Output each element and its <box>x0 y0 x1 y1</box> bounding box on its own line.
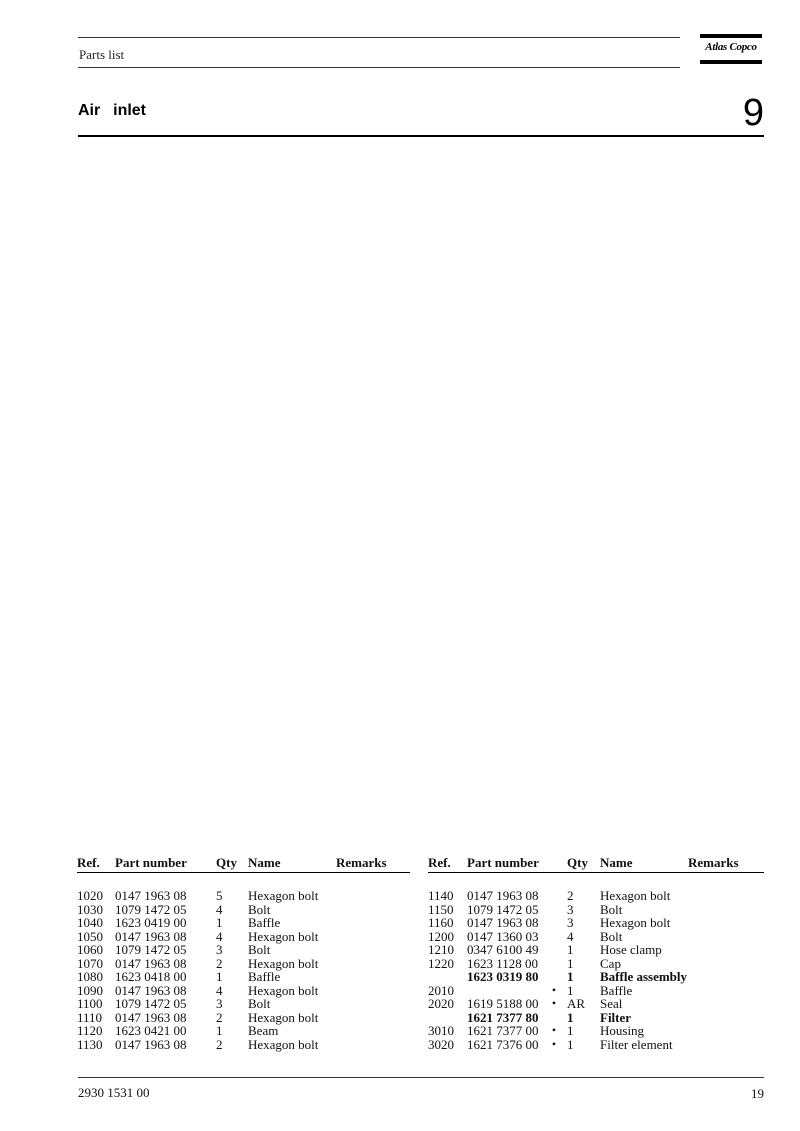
cell-name: Bolt <box>600 928 623 944</box>
cell-name: Hose clamp <box>600 942 662 957</box>
cell-name: Bolt <box>248 942 271 957</box>
cell-name: Bolt <box>248 901 271 917</box>
cell-qty: 2 <box>216 955 223 971</box>
table-row <box>428 903 764 917</box>
cell-remarks <box>336 957 410 971</box>
cell-remarks <box>336 984 410 998</box>
header-top-rule <box>78 37 680 38</box>
table-row <box>428 984 764 998</box>
cell-dot <box>541 970 567 984</box>
cell-name: Hexagon bolt <box>248 928 319 944</box>
cell-ref: 1020 <box>77 888 103 903</box>
cell-dot: • <box>551 1036 557 1051</box>
table-row <box>428 970 764 984</box>
cell-part-number: 0347 6100 49 <box>467 942 539 957</box>
cell-part-number: 0147 1963 08 <box>467 888 539 903</box>
table-row <box>77 916 410 930</box>
cell-ref <box>428 1011 467 1025</box>
header-bottom-rule <box>78 67 680 68</box>
page-title: Air inlet <box>78 102 147 119</box>
cell-qty: 4 <box>216 901 223 917</box>
cell-qty: 4 <box>216 982 223 998</box>
cell-qty: 3 <box>216 996 223 1011</box>
cell-ref: 1220 <box>428 955 454 971</box>
cell-qty: 3 <box>567 901 574 917</box>
cell-name: Bolt <box>600 901 623 917</box>
cell-name: Housing <box>600 1023 645 1038</box>
cell-ref: 3010 <box>428 1023 454 1038</box>
cell-ref: 1080 <box>77 969 103 984</box>
document-number: 2930 1531 00 <box>78 1085 150 1100</box>
cell-qty: 5 <box>216 888 223 903</box>
cell-part-number: 0147 1963 08 <box>115 1036 187 1052</box>
table-row <box>77 943 410 957</box>
cell-part-number: 1623 0319 80 <box>467 969 539 984</box>
cell-qty: 3 <box>567 915 574 930</box>
cell-qty: 1 <box>567 942 574 957</box>
cell-remarks <box>336 889 410 903</box>
cell-part-number <box>467 984 541 998</box>
cell-qty: 4 <box>567 928 574 944</box>
cell-ref: 1060 <box>77 942 103 957</box>
cell-ref: 1150 <box>428 901 454 917</box>
cell-name: Cap <box>600 955 621 971</box>
cell-qty: 1 <box>216 915 223 930</box>
cell-ref: 1030 <box>77 901 103 917</box>
cell-name: Filter <box>600 1009 632 1025</box>
cell-qty: 1 <box>216 969 223 984</box>
chapter-number: 9 <box>742 92 764 134</box>
cell-ref: 1160 <box>428 915 454 930</box>
logo-text: Atlas Copco <box>705 41 757 53</box>
cell-name: Hexagon bolt <box>248 888 319 903</box>
logo-bottom-bar <box>700 60 762 64</box>
cell-ref: 2010 <box>428 982 454 998</box>
cell-ref: 1200 <box>428 928 454 944</box>
cell-part-number: 1621 7377 00 <box>467 1023 539 1038</box>
cell-remarks <box>336 903 410 917</box>
parts-list-right <box>428 873 764 1052</box>
cell-qty: 3 <box>216 942 223 957</box>
cell-qty: 1 <box>567 1023 574 1038</box>
cell-dot <box>541 943 567 957</box>
table-row <box>428 1011 764 1025</box>
cell-remarks <box>336 1024 410 1038</box>
table-row <box>428 1024 764 1038</box>
cell-ref: 2020 <box>428 996 454 1011</box>
cell-dot <box>541 1011 567 1025</box>
col-part-number: Part number <box>115 856 216 873</box>
table-row <box>428 930 764 944</box>
cell-name: Hexagon bolt <box>248 1009 319 1025</box>
col-part-number: Part number <box>467 856 541 873</box>
cell-name: Bolt <box>248 996 271 1011</box>
table-row <box>428 957 764 971</box>
col-ref: Ref. <box>428 856 467 873</box>
cell-name: Baffle <box>600 982 633 998</box>
table-row <box>428 997 764 1011</box>
cell-ref <box>428 970 467 984</box>
cell-remarks <box>688 1024 764 1038</box>
table-row <box>77 997 410 1011</box>
cell-qty: 1 <box>216 1023 223 1038</box>
cell-part-number: 0147 1963 08 <box>115 955 187 971</box>
cell-dot <box>541 889 567 903</box>
cell-remarks <box>688 1038 764 1052</box>
cell-remarks <box>688 889 764 903</box>
cell-part-number: 1079 1472 05 <box>115 901 187 917</box>
cell-part-number: 1623 0419 00 <box>115 915 187 930</box>
cell-part-number: 0147 1963 08 <box>115 1009 187 1025</box>
cell-name: Baffle assembly <box>600 969 688 984</box>
table-row <box>428 889 764 903</box>
cell-ref: 1110 <box>77 1009 103 1025</box>
cell-remarks <box>688 943 764 957</box>
parts-list-left <box>77 873 410 1052</box>
cell-qty: 4 <box>216 928 223 944</box>
cell-part-number: 1623 0418 00 <box>115 969 187 984</box>
cell-qty: 2 <box>216 1036 223 1052</box>
cell-remarks <box>336 943 410 957</box>
cell-name: Hexagon bolt <box>600 915 671 930</box>
cell-remarks <box>336 970 410 984</box>
table-row <box>77 957 410 971</box>
col-qty: Qty <box>567 856 600 873</box>
cell-name: Baffle <box>248 969 281 984</box>
cell-remarks <box>336 1011 410 1025</box>
col-remarks: Remarks <box>336 856 410 873</box>
page-number: 19 <box>751 1086 764 1101</box>
cell-remarks <box>688 984 764 998</box>
cell-part-number: 1619 5188 00 <box>467 996 539 1011</box>
cell-dot: • <box>551 1023 557 1037</box>
table-row <box>428 943 764 957</box>
cell-name: Beam <box>248 1023 279 1038</box>
cell-part-number: 1621 7377 80 <box>467 1009 539 1025</box>
cell-part-number: 0147 1360 03 <box>467 928 539 944</box>
brand-logo <box>700 34 762 68</box>
parts-table-left <box>77 856 410 1051</box>
cell-part-number: 1623 1128 00 <box>467 955 539 971</box>
cell-qty: 1 <box>567 955 574 971</box>
cell-dot: • <box>551 996 557 1010</box>
table-row <box>77 1024 410 1038</box>
table-header-row <box>428 856 764 873</box>
cell-dot <box>541 903 567 917</box>
cell-name: Baffle <box>248 915 281 930</box>
col-remarks: Remarks <box>688 856 764 873</box>
cell-remarks <box>688 970 764 984</box>
cell-name: Hexagon bolt <box>600 888 671 903</box>
cell-part-number: 0147 1963 08 <box>115 888 187 903</box>
cell-name: Hexagon bolt <box>248 1036 319 1052</box>
cell-name: Hexagon bolt <box>248 955 319 971</box>
cell-remarks <box>688 916 764 930</box>
col-qty: Qty <box>216 856 248 873</box>
cell-qty: 2 <box>216 1009 223 1025</box>
table-row <box>77 1038 410 1052</box>
cell-remarks <box>336 1038 410 1052</box>
cell-remarks <box>688 997 764 1011</box>
cell-part-number: 1079 1472 05 <box>467 901 539 917</box>
cell-part-number: 1079 1472 05 <box>115 942 187 957</box>
cell-ref: 1210 <box>428 942 454 957</box>
cell-ref: 1100 <box>77 996 103 1011</box>
table-row <box>428 916 764 930</box>
cell-dot: • <box>551 982 557 997</box>
logo-top-bar <box>700 34 762 38</box>
col-name: Name <box>248 856 336 873</box>
cell-ref: 1120 <box>77 1023 103 1038</box>
cell-ref: 1050 <box>77 928 103 944</box>
table-header-row <box>77 856 410 873</box>
cell-part-number: 1079 1472 05 <box>115 996 187 1011</box>
cell-qty: 1 <box>567 982 574 998</box>
table-row <box>77 984 410 998</box>
cell-part-number: 1621 7376 00 <box>467 1036 539 1052</box>
cell-qty: AR <box>567 996 586 1011</box>
title-rule <box>78 135 764 137</box>
cell-qty: 1 <box>567 1009 574 1025</box>
cell-ref: 1070 <box>77 955 103 971</box>
table-row <box>77 930 410 944</box>
cell-name: Hexagon bolt <box>248 982 319 998</box>
cell-qty: 1 <box>567 1036 574 1052</box>
cell-ref: 1040 <box>77 915 103 930</box>
col-ref: Ref. <box>77 856 115 873</box>
cell-remarks <box>688 957 764 971</box>
cell-remarks <box>688 903 764 917</box>
cell-part-number: 1623 0421 00 <box>115 1023 187 1038</box>
cell-remarks <box>336 997 410 1011</box>
cell-qty: 2 <box>567 888 574 903</box>
cell-dot <box>541 930 567 944</box>
cell-ref: 3020 <box>428 1036 454 1052</box>
cell-remarks <box>688 1011 764 1025</box>
cell-remarks <box>336 916 410 930</box>
cell-name: Filter element <box>600 1036 673 1052</box>
section-label: Parts list <box>79 47 125 62</box>
cell-qty: 1 <box>567 969 574 984</box>
cell-part-number: 0147 1963 08 <box>115 928 187 944</box>
col-marker <box>541 856 567 873</box>
cell-part-number: 0147 1963 08 <box>467 915 539 930</box>
cell-remarks <box>336 930 410 944</box>
col-name: Name <box>600 856 688 873</box>
cell-name: Seal <box>600 996 623 1011</box>
table-row <box>77 903 410 917</box>
table-row <box>428 1038 764 1052</box>
footer-rule <box>78 1077 764 1078</box>
cell-ref: 1140 <box>428 888 454 903</box>
cell-dot <box>541 957 567 971</box>
cell-ref: 1130 <box>77 1036 103 1052</box>
parts-table-right <box>428 856 764 1051</box>
table-row <box>77 970 410 984</box>
cell-dot <box>541 916 567 930</box>
table-row <box>77 889 410 903</box>
table-row <box>77 1011 410 1025</box>
cell-remarks <box>688 930 764 944</box>
cell-part-number: 0147 1963 08 <box>115 982 187 998</box>
cell-ref: 1090 <box>77 982 103 998</box>
